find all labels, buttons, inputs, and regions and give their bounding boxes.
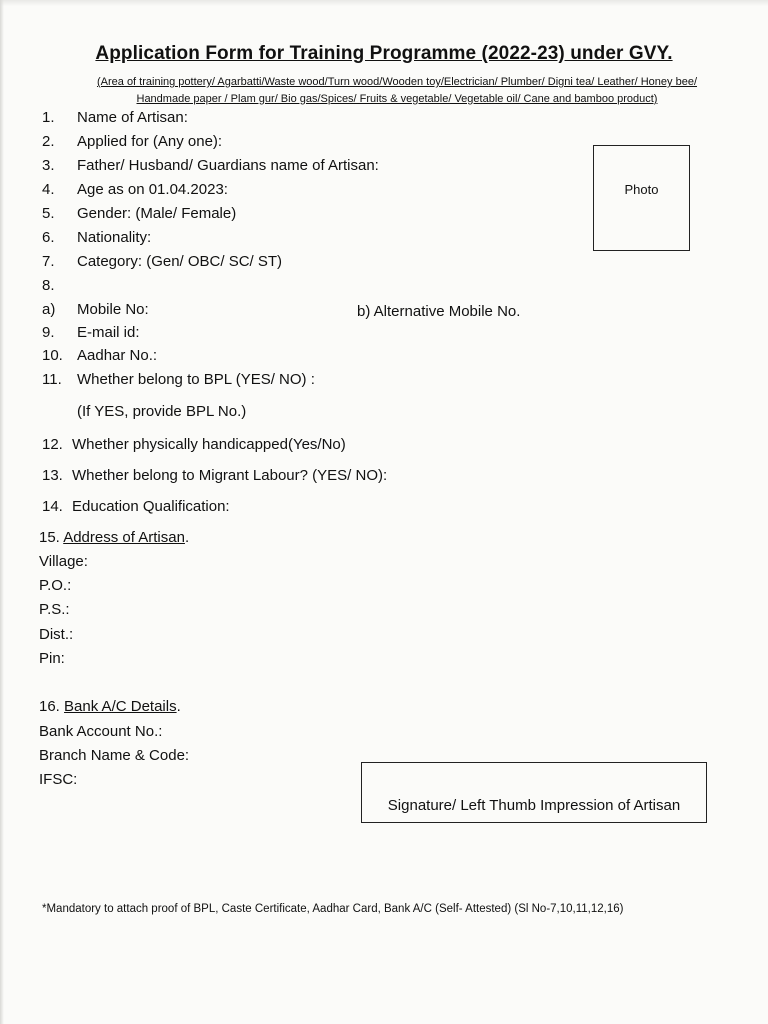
bank-heading — [39, 698, 181, 715]
item-label: Category: (Gen/ OBC/ SC/ ST) — [77, 253, 283, 270]
bank-number: 16. — [39, 698, 60, 715]
item-number: 13. — [42, 467, 63, 484]
address-number: 15. — [39, 529, 60, 546]
training-areas-line-2: Handmade paper / Plam gur/ Bio gas/Spices/ Fruits & vegetable/ Vegetable oil/ Cane and bamboo product) — [136, 93, 658, 105]
address-heading — [39, 529, 189, 546]
address-pin: Pin: — [39, 650, 65, 667]
item-number: a) — [42, 301, 56, 318]
address-ps: P.S.: — [39, 601, 70, 618]
address-village: Village: — [39, 553, 88, 570]
item-number: 3. — [42, 157, 55, 174]
mandatory-footnote: *Mandatory to attach proof of BPL, Caste Certificate, Aadhar Card, Bank A/C (Self- Attested) (Sl No-7,10,11,12,16) — [42, 903, 624, 915]
item-label: (If YES, provide BPL No.) — [77, 403, 247, 420]
address-heading-text: Address of Artisan — [63, 529, 185, 546]
alternative-mobile-label: b) Alternative Mobile No. — [357, 303, 521, 320]
signature-box — [361, 762, 707, 823]
item-number: 1. — [42, 109, 55, 126]
item-label: Father/ Husband/ Guardians name of Artisan: — [77, 157, 379, 174]
item-label: Aadhar No.: — [77, 347, 158, 364]
item-label: Whether physically handicapped(Yes/No) — [72, 436, 346, 453]
item-label: Whether belong to BPL (YES/ NO) : — [77, 371, 315, 388]
photo-box — [593, 145, 690, 251]
bank-heading-text: Bank A/C Details — [64, 698, 177, 715]
item-number: 9. — [42, 324, 55, 341]
item-number: 10. — [42, 347, 63, 364]
item-number: 8. — [42, 277, 55, 294]
item-label: Nationality: — [77, 229, 152, 246]
signature-label: Signature/ Left Thumb Impression of Artisan — [387, 797, 681, 814]
item-label: Education Qualification: — [72, 498, 230, 515]
item-number: 6. — [42, 229, 55, 246]
item-number: 14. — [42, 498, 63, 515]
form-title: Application Form for Training Programme (2022-23) under GVY. — [95, 43, 673, 64]
item-label: Whether belong to Migrant Labour? (YES/ NO): — [72, 467, 388, 484]
training-areas-note — [52, 74, 742, 108]
item-number: 5. — [42, 205, 55, 222]
item-number: 2. — [42, 133, 55, 150]
scan-edge-left — [0, 0, 4, 1024]
item-number: 11. — [42, 371, 62, 388]
address-po: P.O.: — [39, 577, 72, 594]
photo-label: Photo — [624, 182, 659, 197]
item-label: Applied for (Any one): — [77, 133, 223, 150]
item-number: 12. — [42, 436, 63, 453]
item-label: Name of Artisan: — [77, 109, 188, 126]
item-label: E-mail id: — [77, 324, 140, 341]
bank-heading-period: . — [176, 698, 181, 715]
bank-ifsc: IFSC: — [39, 771, 78, 788]
bank-account-no: Bank Account No.: — [39, 723, 163, 740]
item-number: 7. — [42, 253, 55, 270]
item-label: Gender: (Male/ Female) — [77, 205, 237, 222]
address-dist: Dist.: — [39, 626, 74, 643]
item-label: Mobile No: — [77, 301, 149, 318]
training-areas-line-1: (Area of training pottery/ Agarbatti/Waste wood/Turn wood/Wooden toy/Electrician/ Plumber/ Digni tea/ Leather/ Honey bee/ — [96, 76, 698, 88]
item-label: Age as on 01.04.2023: — [77, 181, 228, 198]
item-number: 4. — [42, 181, 55, 198]
address-heading-period: . — [184, 529, 190, 546]
scan-edge-top — [0, 0, 768, 6]
bank-branch: Branch Name & Code: — [39, 747, 190, 764]
